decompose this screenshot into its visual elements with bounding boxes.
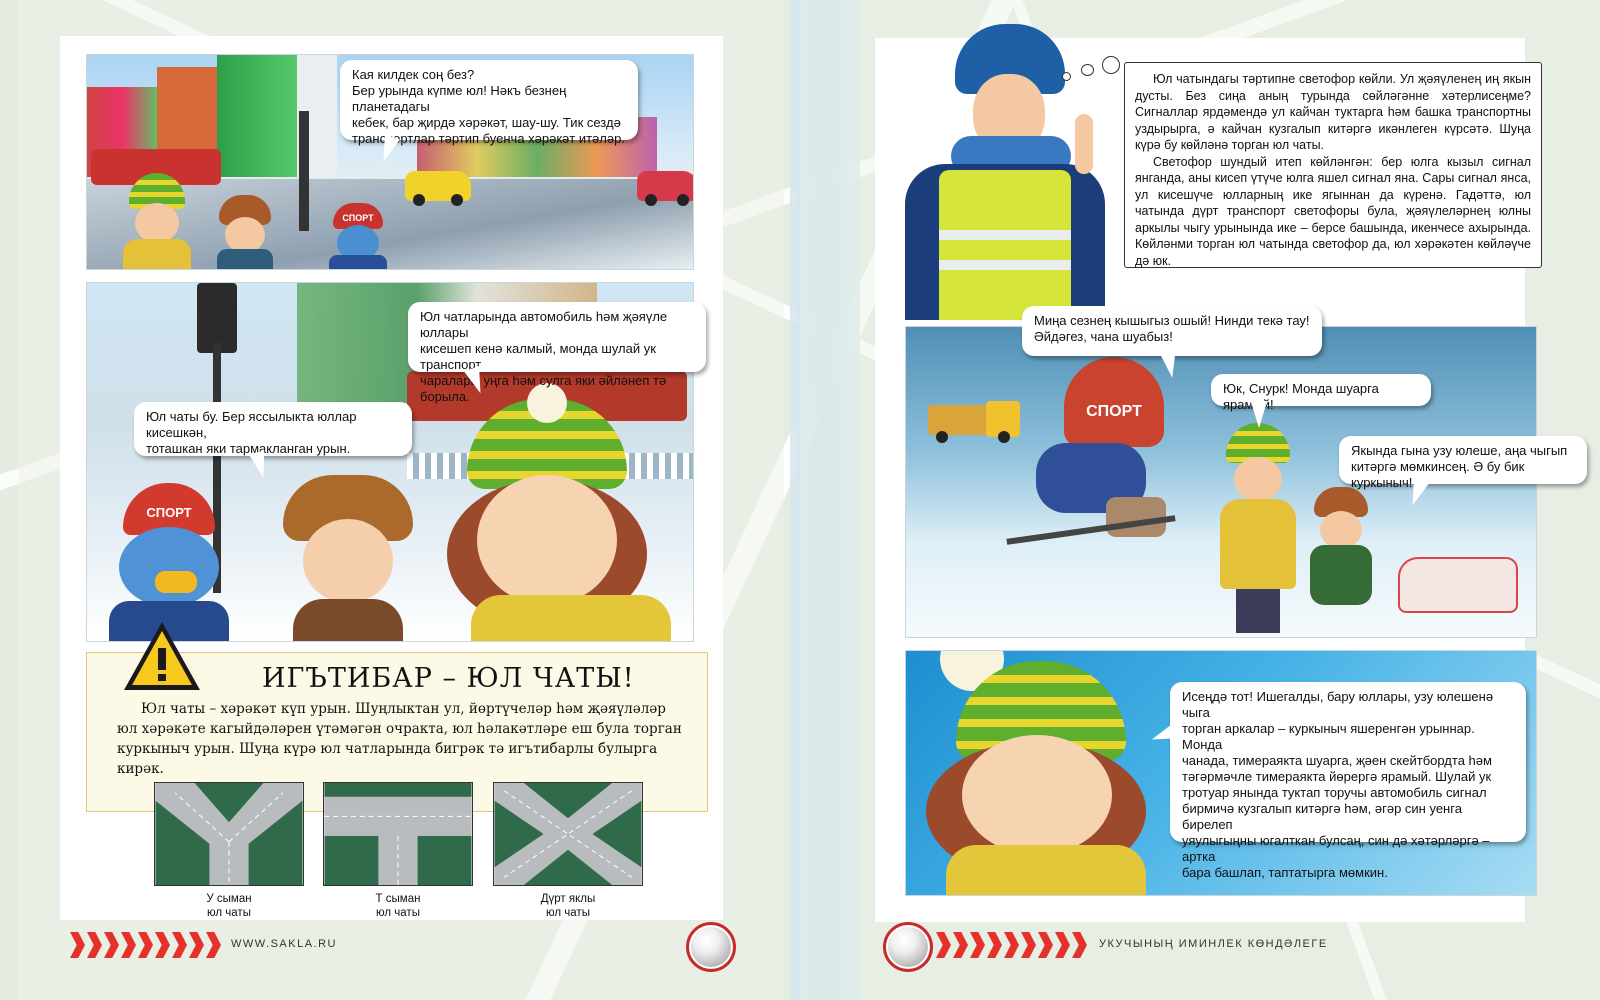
speech-bubble-danger-road: Якында гына узу юлеше, аңа чыгып китәргә мөмкинсең. Ә бу бик куркыныч! (1339, 436, 1587, 484)
thought-dot (1062, 72, 1071, 81)
warning-title: ИГЪТИБАР – ЮЛ ЧАТЫ! (262, 663, 635, 694)
traffic-light-icon (299, 111, 309, 231)
speech-bubble-crossroad-explain: Юл чатларында автомобиль һәм җәяүле юллары кисешеп кенә калмый, монда шулай ук транспорт чаралары уңга һәм сулга яки әйләнеп тә борыла. (408, 302, 706, 372)
boy-character (1306, 487, 1376, 627)
snurk-on-sled (1006, 357, 1186, 557)
footer-chevrons (936, 932, 1089, 958)
building (217, 54, 297, 177)
speech-bubble-remember: Исеңдә тот! Ишегалды, бару юллары, узу юлешенә чыга торган аркалар – куркыныч яшеренгән урыннар. Монда чанада, тимераякта шуарга, җәен скейтбордта һәм тәгәрмәчле тимераякта йөрергә ярамый. Шулай ук тротуар янында туктап торучы автомобиль сигнал бирмичә кузгалып китәргә һәм, әгәр син уенга бирелеп уяулыгыңны югалткан булсаң, син дә хәтәрләргә – артка бара башлап, таптатырга мөмкин. (1170, 682, 1526, 842)
girl-character (1206, 423, 1306, 633)
snurk-character (329, 203, 387, 270)
girl-character (916, 650, 1166, 896)
speech-bubble-no-sledding: Юк, Снурк! Монда шуарга ярамый! (1211, 374, 1431, 406)
thought-dot (1102, 56, 1120, 74)
car-red (637, 171, 694, 201)
four-way-intersection-label: Дүрт яклы юл чаты (540, 893, 596, 919)
footer-website-link[interactable]: WWW.SAKLA.RU (231, 938, 338, 950)
four-way-intersection-diagram (493, 782, 643, 886)
footer-diary-title: УКУЧЫНЫҢ ИМИНЛЕК КӨНДӘЛЕГЕ (1099, 938, 1328, 950)
traffic-light-info-box (1124, 62, 1542, 268)
info-paragraph: Юл чатындагы тәртипне светофор көйли. Ул җәяүленең иң якын дусты. Без сиңа аның турында сөйләгәнне хәтерлисеңме? Сигналлар ярдәмендә ул кайчан туктарга һәм башка транспортны уздырырга, ә кайчан кузгалып китәргә икәнлеген күрсәтә. Шуңа күрә бу көйләнә торган юл чаты. (1135, 72, 1531, 152)
footer-chevrons (70, 932, 223, 958)
info-paragraph: Светофор шундый итеп көйләнгән: бер юлга кызыл сигнал янганда, аны кисеп үтүче юлга яшел сигнал яна. Сары сигнал янса, ул кисешүче юлларның ике ягыннан да күренә. Гадәттә, юл чатында дүрт транспорт светофоры була, җәяүлеләрнең юлны аркылы чыгу урынында ике – берсе башында, икенчесе ахырында. Көйләнми торган юл чатында светофор да, юл хәрәкәтен көйләүче дә юк. (1135, 154, 1531, 268)
thought-dot (1081, 64, 1094, 76)
boy-character (283, 475, 413, 642)
girl-character (447, 399, 694, 642)
hat-label: СПОРТ (333, 203, 383, 229)
girl-character (119, 173, 195, 270)
y-intersection-label: У сыман юл чаты (206, 893, 252, 919)
hat-label: СПОРТ (123, 483, 215, 535)
car-yellow (405, 171, 471, 201)
y-intersection-diagram (154, 782, 304, 886)
t-intersection-label: Т сыман юл чаты (375, 893, 421, 919)
warning-triangle-icon (120, 618, 204, 696)
minibus (1398, 557, 1518, 613)
speech-bubble-snurk-sled: Миңа сезнең кышыгыз ошый! Нинди текә тау! Әйдәгез, чана шуабыз! (1022, 306, 1322, 356)
warning-text: Юл чаты – хәрәкәт күп урын. Шуңлыктан ул, йөртүчеләр һәм җәяүләләр юл хәрәкәте кагыйдәләрен үтәмәгән очракта, юл һәлакәтләре еш була торган куркыныч урын. Шуңа күрә юл чатларында бигрәк тә игътибарлы булырга кирәк. (117, 701, 682, 777)
speech-bubble-crossroad-definition: Юл чаты бу. Бер яссылыкта юллар кисешкән, тоташкан яки тармакланган урын. (134, 402, 412, 456)
page-number-badge (883, 922, 933, 972)
hat-label: СПОРТ (1064, 357, 1164, 447)
page-number-badge (686, 922, 736, 972)
policeman-character (895, 24, 1105, 320)
t-intersection-diagram (323, 782, 473, 886)
boy-character (215, 195, 275, 270)
speech-bubble-where-are-we: Кая килдек соң без? Бер урында күпме юл! Нәкъ безнең планетадагы кебек, бар җирдә хәрәкәт, шау-шу. Тик сездә транспортлар тәртип буенча хәрәкәт итәләр. (340, 60, 638, 140)
